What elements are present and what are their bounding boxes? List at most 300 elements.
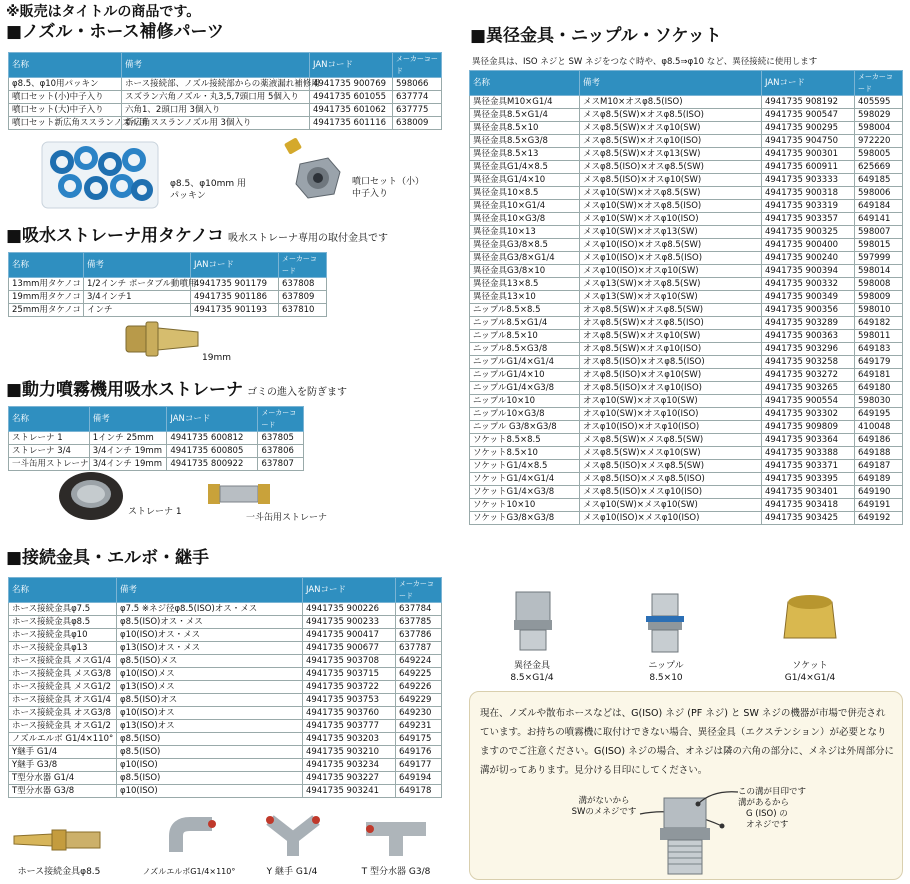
table-cell: 649224 (396, 655, 442, 668)
table-cell: メスφ10(ISO)×オスφ10(SW) (580, 265, 762, 278)
table-cell: 4941735 903210 (303, 746, 396, 759)
table-cell: 4941735 900400 (762, 239, 855, 252)
table-cell: 4941735 904750 (762, 135, 855, 148)
table-cell: オスφ10(SW)×オスφ10(SW) (580, 395, 762, 408)
nozzle-set-image (278, 136, 348, 206)
table-cell: ホース接続金具φ10 (9, 629, 117, 642)
table-cell: 4941735 903265 (762, 382, 855, 395)
table-cell: オスφ8.5(SW)×オスφ10(SW) (580, 330, 762, 343)
table-cell: メスφ8.5(SW)×オスφ13(SW) (580, 148, 762, 161)
table-cell: オスφ8.5(SW)×オスφ8.5(SW) (580, 304, 762, 317)
table-cell: 4941735 903371 (762, 460, 855, 473)
table-cell: 異径金具10×G3/8 (470, 213, 580, 226)
table-row (9, 642, 442, 655)
table-row (470, 109, 903, 122)
table-cell: 4941735 900318 (762, 187, 855, 200)
table-cell: 649226 (396, 681, 442, 694)
packing-caption: φ8.5、φ10mm 用 パッキン (170, 179, 247, 201)
table-cell: オスφ8.5(ISO)×オスφ8.5(ISO) (580, 356, 762, 369)
table-cell: ホース接続金具 メスG3/8 (9, 668, 117, 681)
table-cell: メスφ8.5(SW)×メスφ8.5(SW) (580, 434, 762, 447)
table-cell: 598014 (855, 265, 903, 278)
table-row (470, 96, 903, 109)
table-cell: 4941735 903418 (762, 499, 855, 512)
table-cell: 1/2インチ ポータブル動噴用 (84, 278, 191, 291)
table-cell: 4941735 903296 (762, 343, 855, 356)
table-cell: ニップル G3/8×G3/8 (470, 421, 580, 434)
table-cell: 4941735 903760 (303, 707, 396, 720)
table-row (9, 458, 304, 471)
col-header: 名称 (470, 71, 580, 96)
table-row (9, 629, 442, 642)
table-cell: 405595 (855, 96, 903, 109)
table-cell: 3/4インチ 19mm (89, 445, 167, 458)
table-cell: T型分水器 G1/4 (9, 772, 117, 785)
table-cell: φ8.5(ISO)オス・メス (117, 616, 303, 629)
table-cell: 4941735 900325 (762, 226, 855, 239)
table-row (470, 395, 903, 408)
table-row (470, 473, 903, 486)
table-cell: φ10(ISO) (117, 785, 303, 798)
info-right-label: この溝が目印です 溝があるから G (ISO) の オネジです (738, 787, 807, 830)
t-splitter-image (362, 816, 430, 860)
table-cell: メスφ8.5(ISO)×メスφ10(ISO) (580, 486, 762, 499)
table-row (9, 603, 442, 616)
table-cell: φ10(ISO)オス・メス (117, 629, 303, 642)
table-cell: 598010 (855, 304, 903, 317)
table-cell: 4941735 901186 (191, 291, 279, 304)
table-cell: 637775 (393, 104, 442, 117)
table-cell: 649180 (855, 382, 903, 395)
table-cell: 625669 (855, 161, 903, 174)
table-cell: 649187 (855, 460, 903, 473)
strainer-fitting-table (8, 252, 327, 317)
table-cell: φ10(ISO) (117, 759, 303, 772)
table-cell: 25mm用タケノコ (9, 304, 84, 317)
table-cell: 649189 (855, 473, 903, 486)
table-row (470, 187, 903, 200)
table-cell: 4941735 900554 (762, 395, 855, 408)
table-cell: Y継手 G1/4 (9, 746, 117, 759)
joints-heading: ■接続金具・エルボ・継手 (6, 548, 210, 568)
table-cell: ニップル10×G3/8 (470, 408, 580, 421)
table-cell: 4941735 903241 (303, 785, 396, 798)
table-cell: ソケットG3/8×G3/8 (470, 512, 580, 525)
table-cell: 649178 (396, 785, 442, 798)
table-cell: 4941735 900240 (762, 252, 855, 265)
table-cell: 異径金具G3/8×10 (470, 265, 580, 278)
table-cell: メスφ8.5(ISO)×オスφ8.5(SW) (580, 161, 762, 174)
adapters-intro: 異径金具は、ISO ネジと SW ネジをつなぐ時や、φ8.5⇒φ10 など、異径接続に使用します (472, 57, 818, 67)
table-cell: ニップルG1/4×G1/4 (470, 356, 580, 369)
table-cell: φ8.5(ISO) (117, 733, 303, 746)
table-row (9, 278, 327, 291)
table-cell: 4941735 903302 (762, 408, 855, 421)
table-cell: オスφ8.5(SW)×オスφ10(ISO) (580, 343, 762, 356)
table-cell: 4941735 903722 (303, 681, 396, 694)
table-cell: ホース接続金具φ7.5 (9, 603, 117, 616)
table-row (9, 432, 304, 445)
col-header: メーカーコード (393, 53, 442, 78)
table-cell: ホース接続金具 メスG1/4 (9, 655, 117, 668)
table-cell: 4941735 908192 (762, 96, 855, 109)
table-cell: 637785 (396, 616, 442, 629)
can-strainer-caption: 一斗缶用ストレーナ (246, 513, 328, 523)
col-header: 名称 (9, 407, 90, 432)
table-cell: 異径金具8.5×13 (470, 148, 580, 161)
col-header: JANコード (303, 578, 396, 603)
table-cell: 4941735 900332 (762, 278, 855, 291)
table-row (9, 759, 442, 772)
nozzle-elbow-caption: ノズルエルボG1/4×110° (142, 867, 236, 876)
col-header: 備考 (117, 578, 303, 603)
table-row (470, 434, 903, 447)
table-cell: 649225 (396, 668, 442, 681)
strainer-table (8, 406, 304, 471)
table-cell: 972220 (855, 135, 903, 148)
table-cell: 598015 (855, 239, 903, 252)
table-cell: ニップルG1/4×G3/8 (470, 382, 580, 395)
table-cell: ホース接続金具φ8.5 (9, 616, 117, 629)
col-header: メーカーコード (279, 253, 327, 278)
table-row (9, 655, 442, 668)
table-row (470, 148, 903, 161)
table-cell: 598066 (393, 78, 442, 91)
table-cell: 4941735 900295 (762, 122, 855, 135)
col-header: 名称 (9, 53, 122, 78)
table-cell: 異径金具M10×G1/4 (470, 96, 580, 109)
table-cell: φ8.5(ISO) (117, 772, 303, 785)
table-row (9, 91, 442, 104)
table-cell: メスφ13(SW)×オスφ8.5(SW) (580, 278, 762, 291)
table-cell: 637774 (393, 91, 442, 104)
table-cell: 4941735 903425 (762, 512, 855, 525)
table-cell: φ8.5(ISO) (117, 746, 303, 759)
nozzle-table (8, 52, 442, 130)
table-cell: 637787 (396, 642, 442, 655)
table-cell: 637807 (258, 458, 304, 471)
col-header: JANコード (310, 53, 393, 78)
table-row (470, 343, 903, 356)
table-cell: ホース接続金具 メスG1/2 (9, 681, 117, 694)
table-row (470, 382, 903, 395)
table-row (9, 733, 442, 746)
table-cell: 異径金具8.5×G3/8 (470, 135, 580, 148)
table-cell: 4941735 800922 (167, 458, 258, 471)
table-cell: オスφ10(ISO)×オスφ10(ISO) (580, 421, 762, 434)
table-cell: インチ (84, 304, 191, 317)
table-cell: オスφ8.5(ISO)×オスφ10(ISO) (580, 382, 762, 395)
table-cell: メスφ8.5(ISO)×オスφ10(SW) (580, 174, 762, 187)
table-row (9, 720, 442, 733)
table-row (470, 330, 903, 343)
nozzle-set-caption: 噴口セット（小） 中子入り (352, 177, 425, 199)
socket-caption: ソケット G1/4×G1/4 (784, 661, 836, 683)
table-row (9, 772, 442, 785)
table-row (9, 746, 442, 759)
table-cell: 4941735 900769 (310, 78, 393, 91)
table-cell: メスφ10(SW)×メスφ10(SW) (580, 499, 762, 512)
table-row (470, 291, 903, 304)
table-cell: 異径金具13×8.5 (470, 278, 580, 291)
table-cell: ソケットG1/4×G1/4 (470, 473, 580, 486)
table-cell: 649185 (855, 174, 903, 187)
table-cell: 3/4インチ1 (84, 291, 191, 304)
table-cell: 4941735 900547 (762, 109, 855, 122)
table-row (470, 486, 903, 499)
table-row (9, 707, 442, 720)
table-row (470, 200, 903, 213)
table-cell: 13mm用タケノコ (9, 278, 84, 291)
col-header: 名称 (9, 578, 117, 603)
table-cell: メスφ8.5(SW)×オスφ8.5(ISO) (580, 109, 762, 122)
table-row (470, 421, 903, 434)
table-cell: 4941735 901193 (191, 304, 279, 317)
table-cell: 649188 (855, 447, 903, 460)
table-cell: 4941735 900356 (762, 304, 855, 317)
table-cell: メスφ10(SW)×オスφ8.5(SW) (580, 187, 762, 200)
col-header: 備考 (580, 71, 762, 96)
strainer-heading: ■動力噴霧機用吸水ストレーナ ゴミの進入を防ぎます (6, 380, 348, 400)
table-cell: ニップルG1/4×10 (470, 369, 580, 382)
info-box (469, 691, 903, 880)
table-cell: ニップル8.5×G1/4 (470, 317, 580, 330)
table-cell: 649184 (855, 200, 903, 213)
table-cell: ホース接続金具 オスG1/4 (9, 694, 117, 707)
table-cell: 649191 (855, 499, 903, 512)
table-cell: 4941735 903258 (762, 356, 855, 369)
table-cell: 598011 (855, 330, 903, 343)
nipple-image (642, 592, 688, 654)
table-cell: メスφ10(ISO)×オスφ8.5(ISO) (580, 252, 762, 265)
table-cell: スズラン六角ノズル・丸3,5,7頭口用 5個入り (122, 91, 310, 104)
table-cell: ホース接続金具φ13 (9, 642, 117, 655)
col-header: メーカーコード (396, 578, 442, 603)
table-cell: 六角1、2頭口用 3個入り (122, 104, 310, 117)
table-cell: ソケットG1/4×8.5 (470, 460, 580, 473)
table-cell: 649190 (855, 486, 903, 499)
table-cell: 649194 (396, 772, 442, 785)
info-left-label: 溝がないから SWのメネジです (571, 796, 637, 817)
table-cell: 4941735 900349 (762, 291, 855, 304)
table-cell: 1インチ 25mm (89, 432, 167, 445)
table-row (9, 445, 304, 458)
table-row (470, 512, 903, 525)
adapters-heading: ■異径金具・ニップル・ソケット (470, 26, 722, 46)
table-cell: 異径金具G1/4×8.5 (470, 161, 580, 174)
table-cell: 649230 (396, 707, 442, 720)
y-joint-image (262, 814, 324, 860)
adapters-table (469, 70, 903, 525)
table-cell: 637808 (279, 278, 327, 291)
table-cell: 19mm用タケノコ (9, 291, 84, 304)
table-row (470, 252, 903, 265)
info-text: 現在、ノズルや散布ホースなどは、G(ISO) ネジ (PF ネジ) と SW ネジの機器が市場で併売されています。お持ちの噴霧機に取付けできない場合、異径金具（エクステンション）が必要となりますのでご注意ください。G(ISO) ネジの場合、オネジは隣の六角の部分に、メネジは外周部分に溝が切ってあります。見分ける目印にしてください。 (480, 708, 895, 776)
table-cell: φ13(ISO)オス (117, 720, 303, 733)
table-cell: オスφ8.5(SW)×オスφ8.5(ISO) (580, 317, 762, 330)
table-cell: 異径金具10×8.5 (470, 187, 580, 200)
table-cell: 4941735 903777 (303, 720, 396, 733)
col-header: 名称 (9, 253, 84, 278)
table-cell: 649195 (855, 408, 903, 421)
table-cell: 4941735 900677 (303, 642, 396, 655)
table-cell: 598029 (855, 109, 903, 122)
t-splitter-caption: T 型分水器 G3/8 (361, 867, 431, 877)
table-cell: 649141 (855, 213, 903, 226)
table-cell: 4941735 903395 (762, 473, 855, 486)
table-row (470, 174, 903, 187)
table-cell: ノズルエルボ G1/4×110° (9, 733, 117, 746)
table-cell: 4941735 903289 (762, 317, 855, 330)
table-cell: メスφ10(ISO)×オスφ8.5(SW) (580, 239, 762, 252)
nozzle-elbow-image (166, 814, 222, 860)
table-row (470, 239, 903, 252)
fitting-19mm-image (122, 312, 202, 366)
col-header: メーカーコード (258, 407, 304, 432)
table-cell: ストレーナ 3/4 (9, 445, 90, 458)
table-row (470, 304, 903, 317)
table-cell: φ10(ISO)メス (117, 668, 303, 681)
table-row (470, 460, 903, 473)
info-arrow-right (692, 788, 740, 808)
table-cell: 637805 (258, 432, 304, 445)
table-cell: 637810 (279, 304, 327, 317)
table-cell: ホース接続金具 オスG3/8 (9, 707, 117, 720)
table-cell: 410048 (855, 421, 903, 434)
info-fitting-image (654, 796, 716, 876)
col-header: JANコード (167, 407, 258, 432)
table-cell: メスφ13(SW)×オスφ10(SW) (580, 291, 762, 304)
table-cell: 649229 (396, 694, 442, 707)
table-cell: 598008 (855, 278, 903, 291)
adapter-caption: 異径金具 8.5×G1/4 (510, 661, 554, 683)
table-cell: 4941735 601062 (310, 104, 393, 117)
table-cell: 異径金具G3/8×8.5 (470, 239, 580, 252)
table-cell: 637809 (279, 291, 327, 304)
table-cell: 4941735 900417 (303, 629, 396, 642)
table-cell: 異径金具8.5×10 (470, 122, 580, 135)
table-cell: 3/4インチ 19mm (89, 458, 167, 471)
table-cell: 4941735 600911 (762, 161, 855, 174)
table-cell: 637806 (258, 445, 304, 458)
table-cell: Y継手 G3/8 (9, 759, 117, 772)
table-row (470, 369, 903, 382)
table-cell: メスφ10(ISO)×メスφ10(ISO) (580, 512, 762, 525)
table-cell: 598004 (855, 122, 903, 135)
adapter-image (510, 590, 556, 652)
table-cell: 新広角ススランノズル用 3個入り (122, 117, 310, 130)
table-row (9, 117, 442, 130)
table-cell: 一斗缶用ストレーナ (9, 458, 90, 471)
col-header: 備考 (89, 407, 167, 432)
table-cell: 649175 (396, 733, 442, 746)
table-row (9, 616, 442, 629)
table-cell: 異径金具8.5×G1/4 (470, 109, 580, 122)
table-cell: 598006 (855, 187, 903, 200)
table-row (470, 213, 903, 226)
table-cell: 649179 (855, 356, 903, 369)
table-cell: T型分水器 G3/8 (9, 785, 117, 798)
table-row (9, 681, 442, 694)
fitting-19mm-caption: 19mm (202, 353, 231, 363)
table-cell: 異径金具G1/4×10 (470, 174, 580, 187)
table-cell: 4941735 900363 (762, 330, 855, 343)
table-cell: 649181 (855, 369, 903, 382)
table-cell: φ8.5(ISO)メス (117, 655, 303, 668)
table-cell: 4941735 903364 (762, 434, 855, 447)
table-cell: 649182 (855, 317, 903, 330)
can-strainer-image (206, 478, 272, 510)
table-cell: ストレーナ 1 (9, 432, 90, 445)
table-cell: 4941735 903272 (762, 369, 855, 382)
packing-image (40, 140, 160, 210)
table-row (470, 447, 903, 460)
table-cell: ホース接続部、ノズル接続部からの薬液漏れ補修用 (122, 78, 310, 91)
table-cell: 598005 (855, 148, 903, 161)
table-cell: オスφ8.5(ISO)×オスφ10(SW) (580, 369, 762, 382)
nozzle-heading: ■ノズル・ホース補修パーツ (6, 22, 224, 42)
table-row (470, 499, 903, 512)
table-row (470, 317, 903, 330)
table-row (9, 694, 442, 707)
table-cell: 4941735 900233 (303, 616, 396, 629)
col-header: JANコード (762, 71, 855, 96)
table-row (470, 122, 903, 135)
table-cell: メスφ8.5(SW)×メスφ10(SW) (580, 447, 762, 460)
table-cell: 異径金具10×13 (470, 226, 580, 239)
table-cell: 4941735 900226 (303, 603, 396, 616)
table-cell: 649176 (396, 746, 442, 759)
table-cell: φ7.5 ※ネジ径φ8.5(ISO)オス・メス (117, 603, 303, 616)
table-cell: 4941735 900301 (762, 148, 855, 161)
table-cell: メスφ10(SW)×オスφ13(SW) (580, 226, 762, 239)
table-cell: ソケット8.5×10 (470, 447, 580, 460)
table-cell: 4941735 903319 (762, 200, 855, 213)
table-cell: 637784 (396, 603, 442, 616)
table-row (9, 104, 442, 117)
table-cell: 異径金具G3/8×G1/4 (470, 252, 580, 265)
col-header: 備考 (84, 253, 191, 278)
table-cell: 噴口セット(小)中子入り (9, 91, 122, 104)
table-cell: メスφ8.5(SW)×オスφ10(SW) (580, 122, 762, 135)
table-cell: φ10(ISO)オス (117, 707, 303, 720)
strainer-1-image (56, 468, 126, 524)
table-cell: ニップル8.5×G3/8 (470, 343, 580, 356)
nipple-caption: ニップル 8.5×10 (648, 661, 684, 683)
table-cell: 649192 (855, 512, 903, 525)
table-cell: 649231 (396, 720, 442, 733)
y-joint-caption: Y 継手 G1/4 (266, 867, 318, 877)
table-cell: 4941735 601116 (310, 117, 393, 130)
table-cell: 4941735 901179 (191, 278, 279, 291)
table-cell: φ13(ISO)オス・メス (117, 642, 303, 655)
notice: ※販売はタイトルの商品です。 (6, 4, 201, 20)
table-cell: 4941735 903401 (762, 486, 855, 499)
col-header: メーカーコード (855, 71, 903, 96)
table-cell: 噴口セット新広角ススランノズル用 (9, 117, 122, 130)
table-cell: 4941735 600805 (167, 445, 258, 458)
table-cell: メスφ8.5(ISO)×メスφ8.5(ISO) (580, 473, 762, 486)
table-cell: ホース接続金具 オスG1/2 (9, 720, 117, 733)
table-cell: 598009 (855, 291, 903, 304)
table-cell: 4941735 903333 (762, 174, 855, 187)
table-row (9, 78, 442, 91)
table-row (470, 278, 903, 291)
table-cell: ソケット8.5×8.5 (470, 434, 580, 447)
table-cell: ニップル10×10 (470, 395, 580, 408)
table-cell: メスφ8.5(SW)×オスφ10(ISO) (580, 135, 762, 148)
table-cell: 637786 (396, 629, 442, 642)
